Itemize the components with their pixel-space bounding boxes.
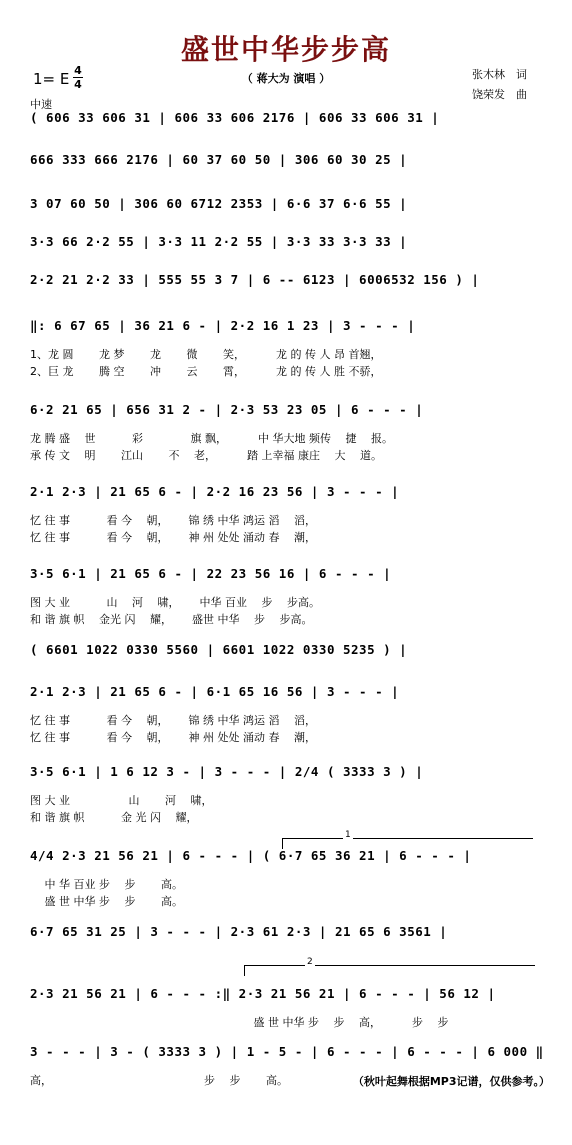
composer-credit: 饶荣发 曲 (472, 88, 527, 101)
lyric-line: 忆 往 事 看 今 朝， 神 州 处处 涌动 春 潮， (30, 531, 316, 544)
lyric-line: 承 传 文 明 江山 不 老， 踏 上幸福 康庄 大 道。 (30, 449, 382, 462)
lyric-line: 图 大 业 山 河 啸， 中华 百业 步 步高。 (30, 596, 320, 609)
lyric-line: 图 大 业 山 河 啸， (30, 794, 213, 807)
volta-2: 2 (244, 965, 535, 976)
notation-row: 6·7 65 31 25 | 3 - - - | 2·3 61 2·3 | 21 65 6 3561 | (30, 924, 448, 939)
lyric-line: 中 华 百业 步 步 高。 (30, 878, 183, 891)
lyric-line: 忆 往 事 看 今 朝， 锦 绣 中华 鸿运 滔 滔， (30, 714, 316, 727)
notation-row: 666 333 666 2176 | 60 37 60 50 | 306 60 30 25 | (30, 152, 408, 167)
notation-row: ( 6601 1022 0330 5560 | 6601 1022 0330 5235 ) | (30, 642, 408, 657)
lyric-line: 盛 世 中华 步 步 高。 (30, 895, 183, 908)
lyric-line: 2、巨 龙 腾 空 冲 云 霄， 龙 的 传 人 胜 不骄， (30, 365, 382, 378)
lyric-line: 和 谐 旗 帜 金光 闪 耀， 盛世 中华 步 步高。 (30, 613, 313, 626)
notation-row: 3 - - - | 3 - ( 3333 3 ) | 1 - 5 - | 6 - - - | 6 - - - | 6 000 ‖ (30, 1044, 544, 1059)
notation-row: ‖: 6 67 65 | 36 21 6 - | 2·2 16 1 23 | 3 - - - | (30, 318, 416, 333)
lyric-line: 忆 往 事 看 今 朝， 锦 绣 中华 鸿运 滔 滔， (30, 514, 316, 527)
lyric-line: 忆 往 事 看 今 朝， 神 州 处处 涌动 春 潮， (30, 731, 316, 744)
notation-row: 3·5 6·1 | 1 6 12 3 - | 3 - - - | 2/4 ( 3333 3 ) | (30, 764, 424, 779)
time-signature (73, 65, 83, 90)
key-label: 1= E (33, 70, 70, 88)
lyric-line: 和 谐 旗 帜 金 光 闪 耀， (30, 811, 198, 824)
time-bottom: 4 (74, 78, 82, 91)
song-title: 盛世中华步步高 (180, 33, 391, 66)
singer-credit: （ 蒋大为 演唱 ） (241, 72, 331, 85)
notation-row: 3·5 6·1 | 21 65 6 - | 22 23 56 16 | 6 - - - | (30, 566, 392, 581)
notation-row: 4/4 2·3 21 56 21 | 6 - - - | ( 6·7 65 36 21 | 6 - - - | (30, 848, 472, 863)
notation-row: 2·1 2·3 | 21 65 6 - | 6·1 65 16 56 | 3 - - - | (30, 684, 400, 699)
lyric-line: 龙 腾 盛 世 彩 旗 飘， 中 华大地 频传 捷 报。 (30, 432, 393, 445)
notation-row: 2·2 21 2·2 33 | 555 55 3 7 | 6 -- 6123 | 6006532 156 ) | (30, 272, 480, 287)
notation-row: 2·3 21 56 21 | 6 - - - :‖ 2·3 21 56 21 | 6 - - - | 56 12 | (30, 986, 496, 1001)
time-top: 4 (74, 64, 82, 77)
lyric-line: 盛 世 中华 步 步 高， 步 步 (30, 1016, 449, 1029)
volta-1: 1 (282, 838, 533, 849)
notation-row: 2·1 2·3 | 21 65 6 - | 2·2 16 23 56 | 3 - - - | (30, 484, 400, 499)
lyric-line: 高， 步 步 高。 (30, 1074, 288, 1087)
notation-row: ( 606 33 606 31 | 606 33 606 2176 | 606 33 606 31 | (30, 110, 440, 125)
tempo-marking: 中速 (30, 98, 52, 111)
notation-row: 6·2 21 65 | 656 31 2 - | 2·3 53 23 05 | 6 - - - | (30, 402, 424, 417)
footnote: （秋叶起舞根据MP3记谱，仅供参考。） (352, 1075, 550, 1088)
key-signature (33, 64, 82, 91)
notation-row: 3·3 66 2·2 55 | 3·3 11 2·2 55 | 3·3 33 3·3 33 | (30, 234, 408, 249)
lyric-line: 1、龙 圆 龙 梦 龙 微 笑， 龙 的 传 人 昂 首翘， (30, 348, 382, 361)
notation-row: 3 07 60 50 | 306 60 6712 2353 | 6·6 37 6·6 55 | (30, 196, 408, 211)
lyricist-credit: 张木林 词 (472, 68, 527, 81)
